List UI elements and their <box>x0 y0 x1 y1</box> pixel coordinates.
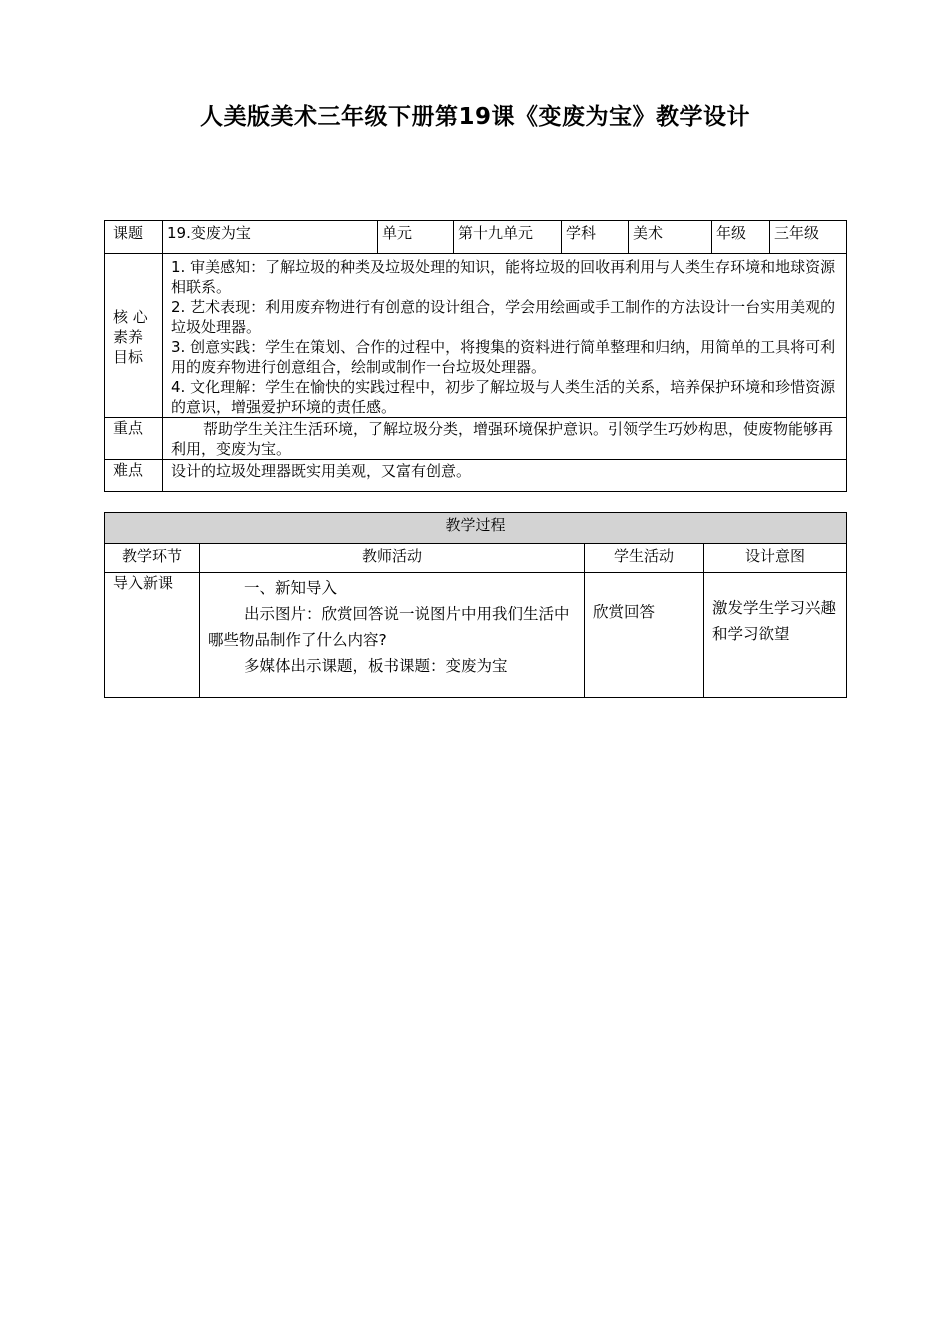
label-difficulty: 难点 <box>105 460 163 492</box>
lesson-info-table <box>104 220 847 492</box>
label-core-goals-line1: 核 心 <box>113 308 148 326</box>
label-core-goals-line3: 目标 <box>113 348 144 366</box>
unit-value: 第十九单元 <box>454 221 562 254</box>
stage-cell: 导入新课 <box>105 573 200 698</box>
teacher-activity-cell <box>200 573 585 698</box>
col-header-student: 学生活动 <box>585 544 704 573</box>
process-banner: 教学过程 <box>105 513 847 544</box>
grade-value: 三年级 <box>770 221 847 254</box>
label-grade: 年级 <box>712 221 770 254</box>
label-core-goals-line2: 素养 <box>113 328 144 346</box>
label-core-goals <box>105 254 163 418</box>
difficulty-value: 设计的垃圾处理器既实用美观，又富有创意。 <box>163 460 847 492</box>
teacher-activity-line: 多媒体出示课题，板书课题：变废为宝 <box>244 657 508 675</box>
topic-value: 19.变废为宝 <box>163 221 378 254</box>
col-header-intent: 设计意图 <box>704 544 847 573</box>
student-activity-cell: 欣赏回答 <box>585 573 704 698</box>
core-goals-cell <box>163 254 847 418</box>
label-unit: 单元 <box>378 221 454 254</box>
col-header-teacher: 教师活动 <box>200 544 585 573</box>
teaching-process-table <box>104 512 847 698</box>
teacher-activity-line: 一、新知导入 <box>244 579 338 597</box>
design-intent-cell: 激发学生学习兴趣和学习欲望 <box>704 573 847 698</box>
key-point-value: 帮助学生关注生活环境，了解垃圾分类，增强环境保护意识。引领学生巧妙构思，使废物能够再利用，变废为宝。 <box>163 418 847 460</box>
table-row <box>105 573 847 698</box>
label-topic: 课题 <box>105 221 163 254</box>
goal-item: 4. 文化理解：学生在愉快的实践过程中，初步了解垃圾与人类生活的关系，培养保护环境和珍惜资源的意识，增强爱护环境的责任感。 <box>171 378 836 416</box>
goal-item: 1. 审美感知：了解垃圾的种类及垃圾处理的知识，能将垃圾的回收再利用与人类生存环境和地球资源相联系。 <box>171 258 836 296</box>
goal-item: 3. 创意实践：学生在策划、合作的过程中，将搜集的资料进行简单整理和归纳，用简单的工具将可利用的废弃物进行创意组合，绘制或制作一台垃圾处理器。 <box>171 338 836 376</box>
col-header-stage: 教学环节 <box>105 544 200 573</box>
teacher-activity-line: 出示图片：欣赏回答说一说图片中用我们生活中哪些物品制作了什么内容? <box>208 605 570 649</box>
document-title: 人美版美术三年级下册第19课《变废为宝》教学设计 <box>199 104 750 130</box>
goal-item: 2. 艺术表现：利用废弃物进行有创意的设计组合，学会用绘画或手工制作的方法设计一台实用美观的垃圾处理器。 <box>171 298 836 336</box>
subject-value: 美术 <box>629 221 712 254</box>
label-subject: 学科 <box>562 221 629 254</box>
label-key-point: 重点 <box>105 418 163 460</box>
